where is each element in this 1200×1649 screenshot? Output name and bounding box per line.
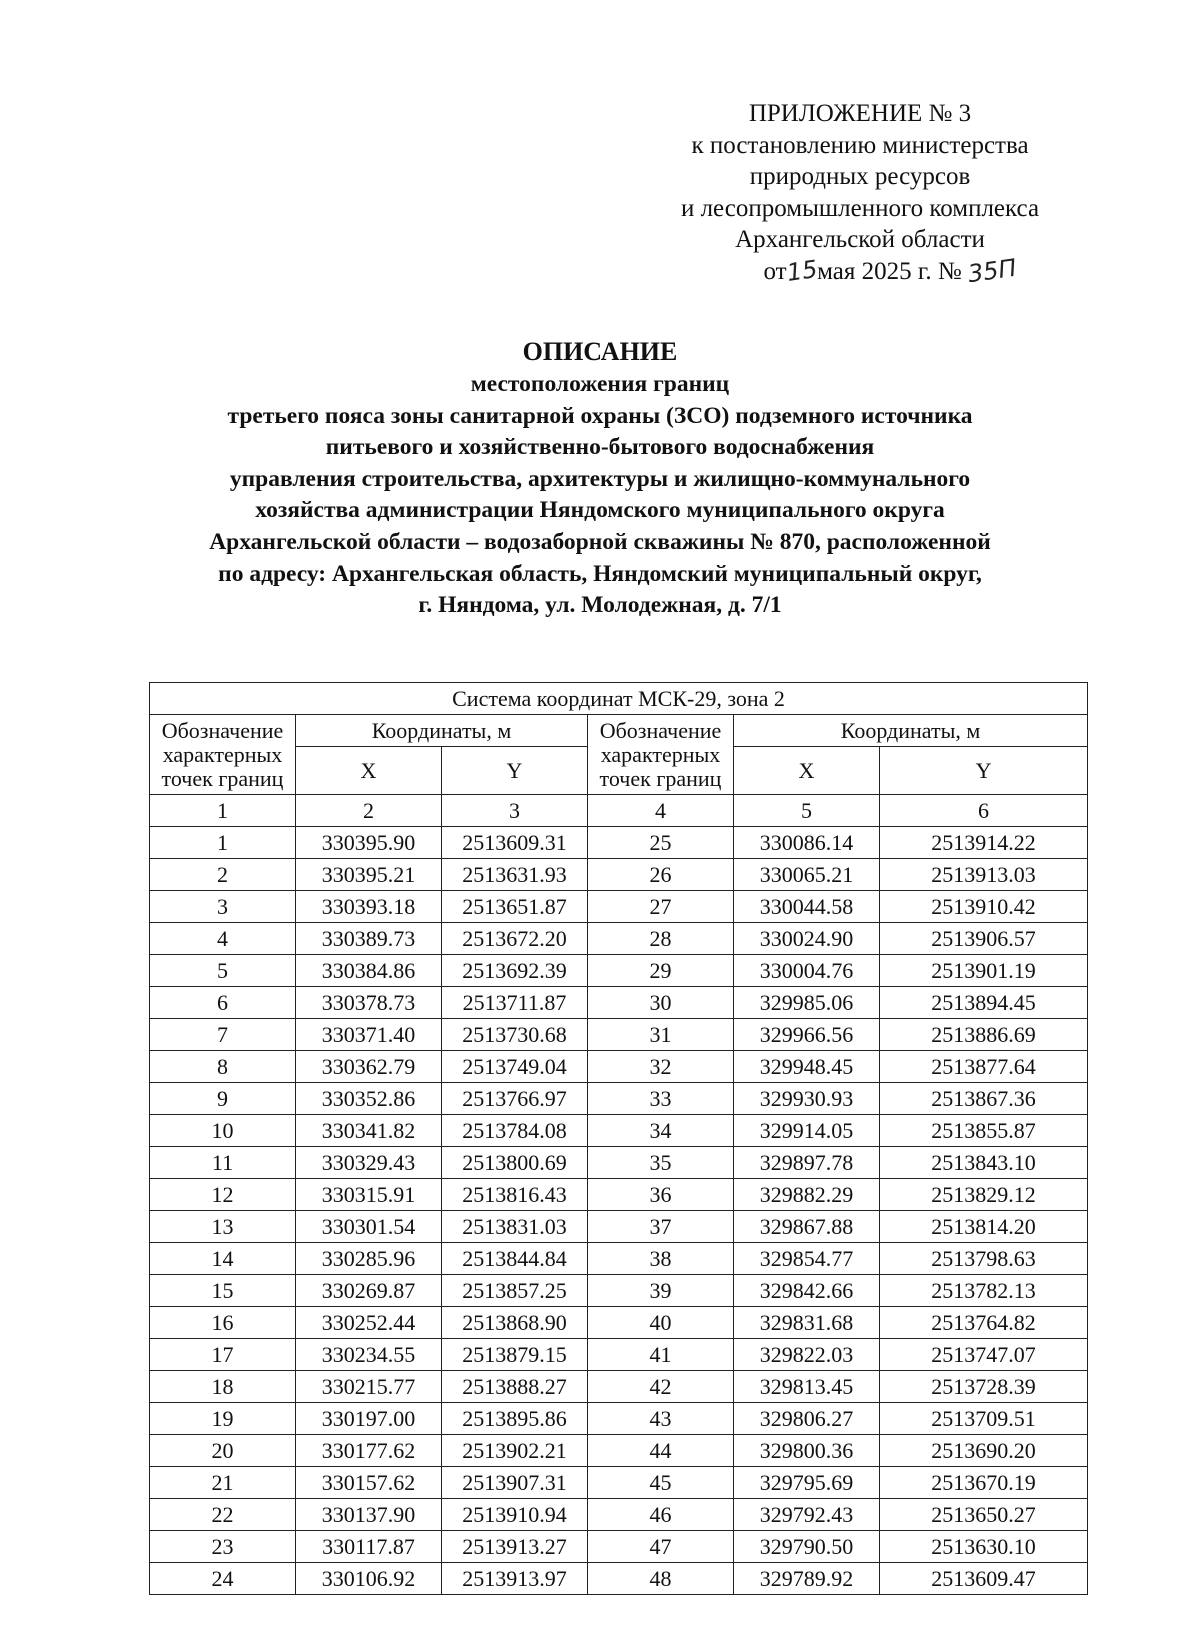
y-coordinate: 2513906.57 [880,923,1088,955]
x-coordinate: 330177.62 [296,1435,442,1467]
title-line: местоположения границ [470,371,730,397]
x-coordinate: 330395.21 [296,859,442,891]
x-coordinate: 329792.43 [734,1499,880,1531]
date-middle: мая 2025 г. № [817,257,962,285]
column-number: 1 [150,795,296,827]
point-number: 41 [588,1339,734,1371]
table-row [150,859,1088,891]
point-number: 42 [588,1371,734,1403]
point-number: 40 [588,1307,734,1339]
y-coordinate: 2513868.90 [442,1307,588,1339]
y-coordinate: 2513730.68 [442,1019,588,1051]
x-coordinate: 330389.73 [296,923,442,955]
x-coordinate: 329948.45 [734,1051,880,1083]
y-header: Y [442,747,588,795]
y-coordinate: 2513910.94 [442,1499,588,1531]
y-coordinate: 2513831.03 [442,1211,588,1243]
y-coordinate: 2513651.87 [442,891,588,923]
y-coordinate: 2513844.84 [442,1243,588,1275]
y-coordinate: 2513782.13 [880,1275,1088,1307]
y-coordinate: 2513910.42 [880,891,1088,923]
point-number: 38 [588,1243,734,1275]
title-line: Архангельской области – водозаборной скважины № 870, расположенной [209,528,991,555]
x-header: X [734,747,880,795]
point-number: 26 [588,859,734,891]
point-number: 24 [150,1563,296,1595]
table-row [150,1051,1088,1083]
point-header-line: точек границ [161,765,284,791]
annex-date-line [640,253,1080,288]
x-coordinate: 329800.36 [734,1435,880,1467]
column-number: 6 [880,795,1088,827]
annex-line: Архангельской области [735,226,985,253]
y-coordinate: 2513631.93 [442,859,588,891]
handwritten-day: 15 [784,254,819,287]
x-coordinate: 330044.58 [734,891,880,923]
table-row [150,987,1088,1019]
x-coordinate: 329789.92 [734,1563,880,1595]
table-row [150,1531,1088,1563]
point-number: 32 [588,1051,734,1083]
point-designation-header [588,715,734,795]
x-coordinate: 330137.90 [296,1499,442,1531]
x-coordinate: 330315.91 [296,1179,442,1211]
x-coordinate: 330234.55 [296,1339,442,1371]
point-number: 17 [150,1339,296,1371]
table-row [150,1275,1088,1307]
x-coordinate: 330197.00 [296,1403,442,1435]
point-number: 44 [588,1435,734,1467]
x-coordinate: 330393.18 [296,891,442,923]
y-coordinate: 2513784.08 [442,1115,588,1147]
x-coordinate: 330065.21 [734,859,880,891]
annex-title: ПРИЛОЖЕНИЕ № 3 [748,100,972,127]
x-coordinate: 330362.79 [296,1051,442,1083]
point-number: 18 [150,1371,296,1403]
point-header-line: точек границ [599,765,722,791]
point-number: 2 [150,859,296,891]
point-number: 29 [588,955,734,987]
point-number: 45 [588,1467,734,1499]
y-coordinate: 2513877.64 [880,1051,1088,1083]
column-number-row [150,795,1088,827]
coordinates-table-body [150,683,1088,1595]
x-coordinate: 330285.96 [296,1243,442,1275]
point-number: 35 [588,1147,734,1179]
point-number: 14 [150,1243,296,1275]
date-prefix: от [763,257,787,285]
point-header-line: Обозначение [599,717,722,743]
x-coordinate: 329795.69 [734,1467,880,1499]
table-row [150,1147,1088,1179]
y-coordinate: 2513728.39 [880,1371,1088,1403]
y-coordinate: 2513670.19 [880,1467,1088,1499]
table-row [150,1019,1088,1051]
title-line: г. Няндома, ул. Молодежная, д. 7/1 [418,592,782,619]
point-number: 27 [588,891,734,923]
table-row [150,1115,1088,1147]
x-coordinate: 330269.87 [296,1275,442,1307]
x-coordinate: 329790.50 [734,1531,880,1563]
y-coordinate: 2513867.36 [880,1083,1088,1115]
point-number: 36 [588,1179,734,1211]
x-coordinate: 330378.73 [296,987,442,1019]
y-coordinate: 2513857.25 [442,1275,588,1307]
point-number: 11 [150,1147,296,1179]
table-row [150,891,1088,923]
y-coordinate: 2513816.43 [442,1179,588,1211]
x-header: X [296,747,442,795]
table-row [150,1435,1088,1467]
table-row [150,1403,1088,1435]
x-coordinate: 329882.29 [734,1179,880,1211]
point-number: 21 [150,1467,296,1499]
x-coordinate: 330117.87 [296,1531,442,1563]
x-coordinate: 330086.14 [734,827,880,859]
coordinates-header: Координаты, м [734,715,1088,747]
y-coordinate: 2513709.51 [880,1403,1088,1435]
table-row [150,1083,1088,1115]
x-coordinate: 329831.68 [734,1307,880,1339]
title-line: хозяйства администрации Няндомского муниципального округа [255,497,945,524]
x-coordinate: 330215.77 [296,1371,442,1403]
table-row [150,955,1088,987]
y-coordinate: 2513609.47 [880,1563,1088,1595]
table-row [150,1499,1088,1531]
point-number: 9 [150,1083,296,1115]
table-row [150,1339,1088,1371]
y-coordinate: 2513798.63 [880,1243,1088,1275]
y-coordinate: 2513650.27 [880,1499,1088,1531]
y-coordinate: 2513888.27 [442,1371,588,1403]
y-coordinate: 2513895.86 [442,1403,588,1435]
x-coordinate: 330252.44 [296,1307,442,1339]
annex-header [640,98,1080,287]
table-row [150,1467,1088,1499]
x-coordinate: 329822.03 [734,1339,880,1371]
y-coordinate: 2513902.21 [442,1435,588,1467]
system-caption-row [150,683,1088,715]
x-coordinate: 330329.43 [296,1147,442,1179]
point-number: 33 [588,1083,734,1115]
point-number: 28 [588,923,734,955]
point-number: 43 [588,1403,734,1435]
point-number: 34 [588,1115,734,1147]
point-number: 8 [150,1051,296,1083]
header-row-1 [150,715,1088,747]
y-coordinate: 2513692.39 [442,955,588,987]
y-coordinate: 2513711.87 [442,987,588,1019]
column-number: 2 [296,795,442,827]
y-coordinate: 2513894.45 [880,987,1088,1019]
annex-line: природных ресурсов [749,163,971,190]
column-number: 4 [588,795,734,827]
y-coordinate: 2513814.20 [880,1211,1088,1243]
point-number: 7 [150,1019,296,1051]
y-coordinate: 2513914.22 [880,827,1088,859]
column-number: 3 [442,795,588,827]
table-row [150,1371,1088,1403]
x-coordinate: 330157.62 [296,1467,442,1499]
x-coordinate: 329966.56 [734,1019,880,1051]
y-coordinate: 2513913.97 [442,1563,588,1595]
x-coordinate: 330395.90 [296,827,442,859]
y-coordinate: 2513855.87 [880,1115,1088,1147]
x-coordinate: 330352.86 [296,1083,442,1115]
point-number: 47 [588,1531,734,1563]
x-coordinate: 329897.78 [734,1147,880,1179]
table-row [150,1563,1088,1595]
title-main: ОПИСАНИЕ [522,337,678,366]
y-coordinate: 2513907.31 [442,1467,588,1499]
annex-line: к постановлению министерства [691,131,1029,159]
annex-line: и лесопромышленного комплекса [680,194,1040,222]
point-header-line: Обозначение [161,717,284,743]
y-coordinate: 2513829.12 [880,1179,1088,1211]
point-number: 23 [150,1531,296,1563]
point-number: 10 [150,1115,296,1147]
point-number: 12 [150,1179,296,1211]
point-number: 13 [150,1211,296,1243]
y-coordinate: 2513749.04 [442,1051,588,1083]
y-coordinate: 2513672.20 [442,923,588,955]
y-coordinate: 2513630.10 [880,1531,1088,1563]
point-number: 16 [150,1307,296,1339]
x-coordinate: 329914.05 [734,1115,880,1147]
title-line: третьего пояса зоны санитарной охраны (ЗСО) подземного источника [227,402,973,429]
x-coordinate: 329806.27 [734,1403,880,1435]
point-header-line: характерных [600,741,721,767]
table-row [150,827,1088,859]
coordinate-system-caption: Система координат МСК-29, зона 2 [150,683,1088,715]
y-coordinate: 2513764.82 [880,1307,1088,1339]
y-coordinate: 2513843.10 [880,1147,1088,1179]
point-number: 37 [588,1211,734,1243]
point-number: 20 [150,1435,296,1467]
point-number: 6 [150,987,296,1019]
point-number: 4 [150,923,296,955]
table-row [150,1179,1088,1211]
table-row [150,923,1088,955]
point-number: 46 [588,1499,734,1531]
point-number: 25 [588,827,734,859]
point-header-line: характерных [162,741,283,767]
point-number: 3 [150,891,296,923]
y-header: Y [880,747,1088,795]
point-number: 1 [150,827,296,859]
table-row [150,1243,1088,1275]
x-coordinate: 330024.90 [734,923,880,955]
handwritten-number: 35П [966,253,1019,288]
point-number: 15 [150,1275,296,1307]
x-coordinate: 329854.77 [734,1243,880,1275]
x-coordinate: 329842.66 [734,1275,880,1307]
x-coordinate: 330004.76 [734,955,880,987]
document-title [120,335,1080,622]
y-coordinate: 2513901.19 [880,955,1088,987]
x-coordinate: 330384.86 [296,955,442,987]
x-coordinate: 330371.40 [296,1019,442,1051]
point-number: 19 [150,1403,296,1435]
y-coordinate: 2513913.27 [442,1531,588,1563]
x-coordinate: 330301.54 [296,1211,442,1243]
point-number: 22 [150,1499,296,1531]
coordinates-header: Координаты, м [296,715,588,747]
y-coordinate: 2513886.69 [880,1019,1088,1051]
y-coordinate: 2513609.31 [442,827,588,859]
y-coordinate: 2513690.20 [880,1435,1088,1467]
y-coordinate: 2513913.03 [880,859,1088,891]
title-line: управления строительства, архитектуры и жилищно-коммунального [229,465,971,492]
point-number: 31 [588,1019,734,1051]
x-coordinate: 329985.06 [734,987,880,1019]
column-number: 5 [734,795,880,827]
title-line: питьевого и хозяйственно-бытового водоснабжения [325,434,875,461]
y-coordinate: 2513879.15 [442,1339,588,1371]
point-number: 39 [588,1275,734,1307]
point-number: 30 [588,987,734,1019]
x-coordinate: 329867.88 [734,1211,880,1243]
y-coordinate: 2513747.07 [880,1339,1088,1371]
coordinates-table [149,682,1088,1595]
x-coordinate: 329930.93 [734,1083,880,1115]
table-row [150,1307,1088,1339]
x-coordinate: 329813.45 [734,1371,880,1403]
title-line: по адресу: Архангельская область, Няндомский муниципальный округ, [218,560,982,587]
point-number: 48 [588,1563,734,1595]
x-coordinate: 330341.82 [296,1115,442,1147]
point-number: 5 [150,955,296,987]
table-row [150,1211,1088,1243]
x-coordinate: 330106.92 [296,1563,442,1595]
y-coordinate: 2513800.69 [442,1147,588,1179]
point-designation-header [150,715,296,795]
y-coordinate: 2513766.97 [442,1083,588,1115]
